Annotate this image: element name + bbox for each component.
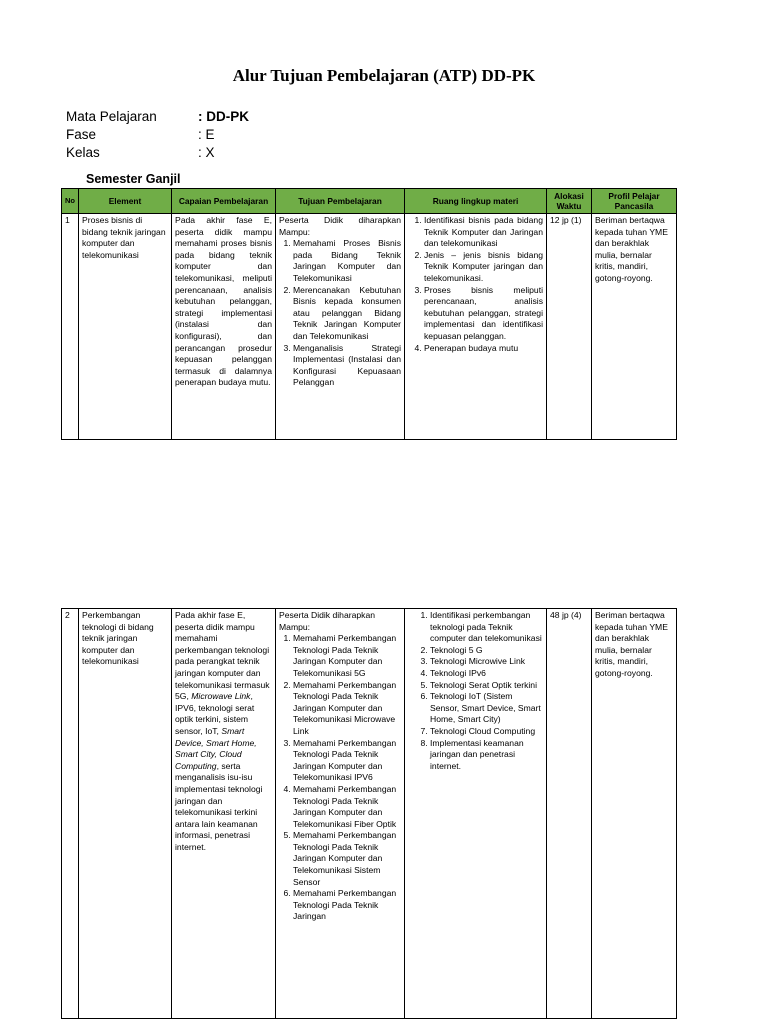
list-item: 5. Teknologi Serat Optik terkini [430, 680, 543, 692]
col-header-tujuan: Tujuan Pembelajaran [276, 189, 405, 214]
list-item: 1. Memahami Proses Bisnis pada Bidang Teknik Jaringan Komputer dan Telekomunikasi [293, 238, 401, 284]
cell-tujuan [276, 609, 405, 1019]
ruang-list [408, 610, 543, 772]
cell-ruang [405, 609, 547, 1019]
table-row [62, 609, 677, 1019]
cell-capaian: Pada akhir fase E, peserta didik mampu memahami proses bisnis pada bidang teknik komputer dan telekomunikasi, meliputi perencanaan, analisis kebutuhan pelanggan, strategi implementasi (instalasi dan konfigurasi), dan perancangan prosedur kepuasan pelanggan termasuk di dalamnya penerapan budaya mutu. [172, 214, 276, 440]
meta-label: Mata Pelajaran [66, 109, 157, 124]
cell-element: Perkembangan teknologi di bidang teknik jaringan komputer dan telekomunikasi [79, 609, 172, 1019]
cell-element: Proses bisnis di bidang teknik jaringan komputer dan telekomunikasi [79, 214, 172, 440]
list-item: 3. Teknologi Microwive Link [430, 656, 543, 668]
meta-value: : E [198, 127, 215, 142]
col-header-no: No [62, 189, 79, 214]
col-header-capaian: Capaian Pembelajaran [172, 189, 276, 214]
meta-row-kelas [66, 144, 249, 162]
cell-profil: Beriman bertaqwa kepada tuhan YME dan berakhlak mulia, bernalar kritis, mandiri, gotong-royong. [592, 214, 677, 440]
list-item: 8. Implementasi keamanan jaringan dan penetrasi internet. [430, 738, 543, 773]
atp-table-1 [61, 188, 677, 440]
list-item: 1. Identifikasi bisnis pada bidang Teknik Komputer dan Jaringan dan telekomunikasi [424, 215, 543, 250]
atp-table-2 [61, 608, 677, 1019]
tujuan-intro: Peserta Didik diharapkan Mampu: [279, 610, 376, 632]
meta-value: : X [198, 145, 215, 160]
list-item: 3. Memahami Perkembangan Teknologi Pada Teknik Jaringan Komputer dan Telekomunikasi IPV6 [293, 738, 401, 784]
list-item: 2. Jenis – jenis bisnis bidang Teknik Komputer jaringan dan telekomunikasi. [424, 250, 543, 285]
list-item: 2. Teknologi 5 G [430, 645, 543, 657]
meta-label: Fase [66, 127, 97, 142]
meta-block [66, 108, 249, 162]
list-item: 7. Teknologi Cloud Computing [430, 726, 543, 738]
meta-row-mapel [66, 108, 249, 126]
tujuan-intro: Peserta Didik diharapkan Mampu: [279, 215, 401, 237]
list-item: 2. Merencanakan Kebutuhan Bisnis kepada konsumen atau pelanggan Bidang Teknik Jaringan Komputer dan Telekomunikasi [293, 285, 401, 343]
meta-value: : DD-PK [198, 109, 249, 124]
table-row [62, 214, 677, 440]
cell-profil: Beriman bertaqwa kepada tuhan YME dan berakhlak mulia, bernalar kritis, mandiri, gotong-royong. [592, 609, 677, 1019]
col-header-ruang: Ruang lingkup materi [405, 189, 547, 214]
list-item: 1. Identifikasi perkembangan teknologi pada Teknik computer dan telekomunikasi [430, 610, 543, 645]
meta-row-fase [66, 126, 249, 144]
list-item: 4. Penerapan budaya mutu [424, 343, 543, 355]
list-item: 6. Teknologi IoT (Sistem Sensor, Smart Device, Smart Home, Smart City) [430, 691, 543, 726]
document-title: Alur Tujuan Pembelajaran (ATP) DD-PK [232, 66, 536, 85]
cell-no: 2 [62, 609, 79, 1019]
cell-ruang [405, 214, 547, 440]
cell-alokasi: 48 jp (4) [547, 609, 592, 1019]
meta-label: Kelas [66, 145, 100, 160]
list-item: 4. Teknologi IPv6 [430, 668, 543, 680]
table-header-row [62, 189, 677, 214]
ruang-list [408, 215, 543, 354]
cell-capaian: Pada akhir fase E, peserta didik mampu memahami perkembangan teknologi pada perangkat teknik jaringan komputer dan telekomunikasi termasuk 5G, Microwave Link, IPV6, teknologi serat optik terkini, sistem sensor, IoT, Smart Device, Smart Home, Smart City, Cloud Computing, serta menganalisis isu-isu implementasi teknologi jaringan dan telekomunikasi terkini antara lain keamanan informasi, penetrasi internet. [172, 609, 276, 1019]
tujuan-list [279, 633, 401, 923]
semester-heading: Semester Ganjil [86, 172, 181, 186]
list-item: 1. Memahami Perkembangan Teknologi Pada Teknik Jaringan Komputer dan Telekomunikasi 5G [293, 633, 401, 679]
cell-no: 1 [62, 214, 79, 440]
list-item: 4. Memahami Perkembangan Teknologi Pada Teknik Jaringan Komputer dan Telekomunikasi Fiber Optik [293, 784, 401, 830]
list-item: 3. Proses bisnis meliputi perencanaan, analisis kebutuhan pelanggan, strategi implementasi dan identifikasi kepuasan pelanggan. [424, 285, 543, 343]
col-header-element: Element [79, 189, 172, 214]
col-header-profil: Profil Pelajar Pancasila [592, 189, 677, 214]
list-item: 5. Memahami Perkembangan Teknologi Pada Teknik Jaringan Komputer dan Telekomunikasi Sistem Sensor [293, 830, 401, 888]
list-item: 6. Memahami Perkembangan Teknologi Pada Teknik Jaringan [293, 888, 401, 923]
tujuan-list [279, 238, 401, 389]
col-header-alokasi: Alokasi Waktu [547, 189, 592, 214]
cell-tujuan [276, 214, 405, 440]
list-item: 3. Menganalisis Strategi Implementasi (Instalasi dan Konfigurasi Kepuasaan Pelanggan [293, 343, 401, 389]
cell-alokasi: 12 jp (1) [547, 214, 592, 440]
list-item: 2. Memahami Perkembangan Teknologi Pada Teknik Jaringan Komputer dan Telekomunikasi Microwave Link [293, 680, 401, 738]
